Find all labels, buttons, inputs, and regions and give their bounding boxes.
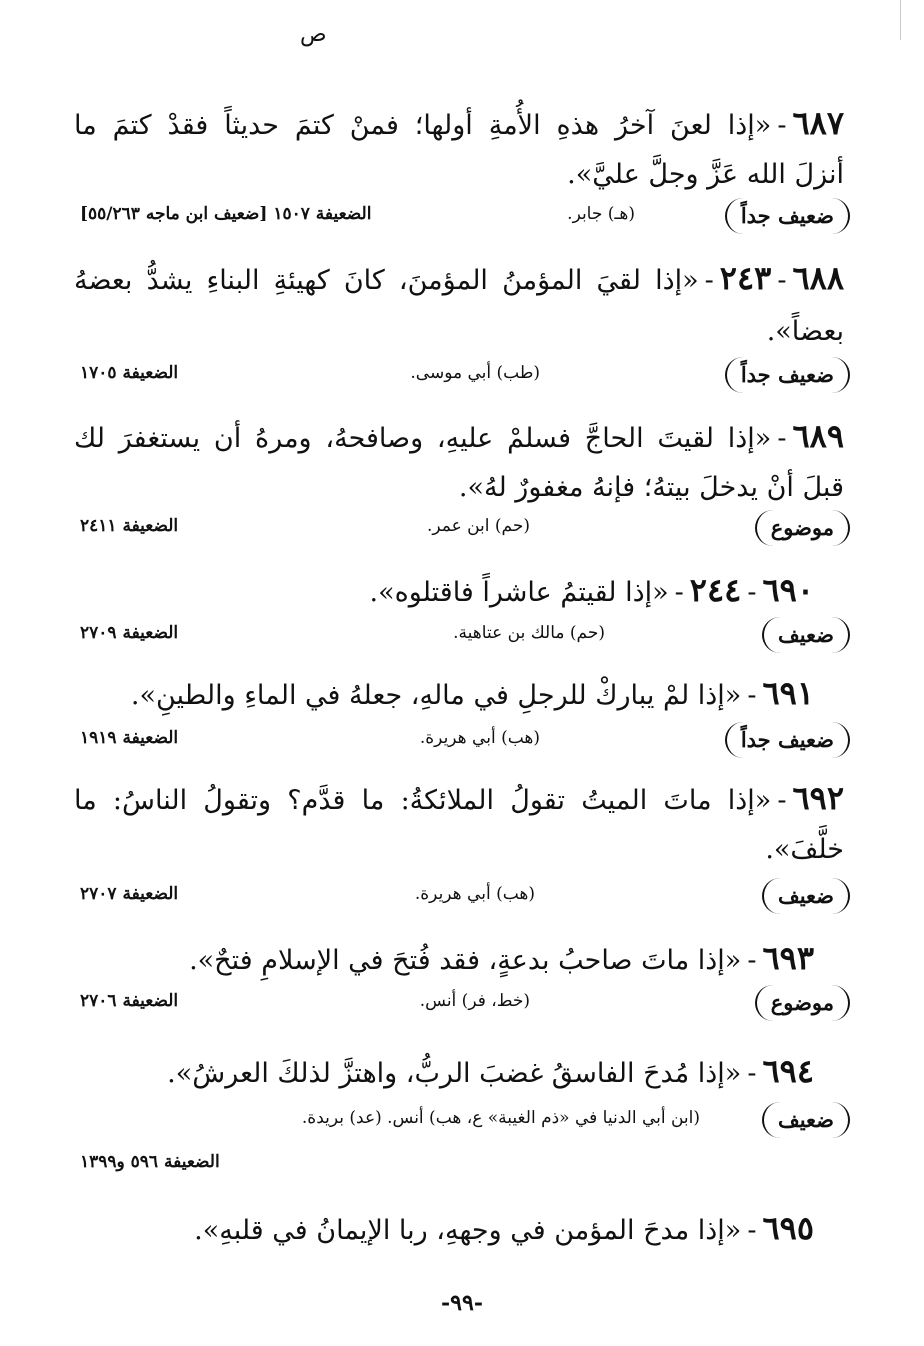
hadith-692-line2: خلَّفَ». — [765, 834, 844, 865]
source-text: (ابن أبي الدنيا في «ذم الغيبة» ع، هب) أنس. (عد) بريدة. — [301, 1108, 700, 1128]
hadith-text: «إذا ماتَ صاحبُ بدعةٍ، فقد فُتحَ في الإسلامِ فتحٌ». — [189, 945, 742, 976]
reference-text: الضعيفة ١٧٠٥ — [80, 363, 179, 383]
page-edge-line — [900, 0, 901, 40]
source-text: (هب) أبي هريرة. — [414, 884, 535, 904]
page-number: -٩٩- — [441, 1290, 483, 1316]
grade-badge: ضعيف جداً — [725, 722, 850, 758]
hadith-687-line2: أنزلَ الله عَزَّ وجلَّ عليَّ». — [567, 159, 844, 190]
grade-badge: ضعيف — [762, 878, 850, 914]
reference-text: الضعيفة ٢٧٠٦ — [80, 991, 179, 1011]
hadith-692-line1: ٦٩٢-«إذا ماتَ الميتُ تقولُ الملائكةُ: ما قدَّم؟ وتقولُ الناسُ: ما — [74, 779, 844, 817]
hadith-694-source-row — [80, 1102, 850, 1142]
hadith-number: ٦٩٤ — [762, 1052, 814, 1090]
hadith-689-line1: ٦٨٩-«إذا لقيتَ الحاجَّ فسلمْ عليهِ، وصافحهُ، ومرهُ أن يستغفرَ لك — [74, 417, 844, 455]
hadith-687-line1: ٦٨٧-«إذا لعنَ آخرُ هذهِ الأُمةِ أولها؛ فمنْ كتمَ حديثاً فقدْ كتمَ ما — [74, 104, 844, 142]
header-mark: ص — [300, 22, 327, 47]
reference-text: الضعيفة ١٥٠٧ [ضعيف ابن ماجه ٥٥/٢٦٣] — [80, 204, 372, 224]
hadith-number: ٦٨٩ — [792, 417, 844, 455]
hadith-text: «إذا مُدحَ الفاسقُ غضبَ الربُّ، واهتزَّ لذلكَ العرشُ». — [167, 1058, 742, 1089]
hadith-689-line2: قبلَ أنْ يدخلَ بيتهُ؛ فإنهُ مغفورٌ لهُ». — [458, 472, 844, 503]
grade-badge: ضعيف — [762, 1102, 850, 1138]
source-text: (هـ) جابر. — [567, 204, 635, 224]
hadith-693-line1: ٦٩٣-«إذا ماتَ صاحبُ بدعةٍ، فقد فُتحَ في الإسلامِ فتحٌ». — [189, 939, 814, 977]
hadith-text: «إذا لمْ يباركْ للرجلِ في مالهِ، جعلهُ في الماءِ والطينِ». — [130, 680, 742, 711]
grade-badge: موضوع — [755, 985, 850, 1021]
source-text: (هب) أبي هريرة. — [419, 728, 540, 748]
hadith-693-source-row — [80, 985, 850, 1025]
hadith-text: «إذا ماتَ الميتُ تقولُ الملائكةُ: ما قدَّم؟ وتقولُ الناسُ: ما — [74, 785, 772, 816]
hadith-688-line1: ٦٨٨-٢٤٣-«إذا لقيَ المؤمنُ المؤمنَ، كانَ كهيئةِ البناءِ يشدُّ بعضهُ — [74, 259, 844, 297]
hadith-number: ٦٩١ — [762, 674, 814, 712]
hadith-691-source-row — [80, 722, 850, 762]
source-text: (حم) ابن عمر. — [426, 516, 530, 536]
hadith-text: «إذا لقيتمُ عاشراً فاقتلوه». — [369, 577, 669, 608]
grade-badge: ضعيف جداً — [725, 198, 850, 234]
hadith-687-source-row — [80, 198, 850, 238]
hadith-text: «إذا لقيَ المؤمنُ المؤمنَ، كانَ كهيئةِ البناءِ يشدُّ بعضهُ — [74, 265, 699, 296]
hadith-text: «إذا مدحَ المؤمن في وجههِ، ربا الإيمانُ في قلبهِ». — [194, 1215, 742, 1246]
source-text: (خط، فر) أنس. — [419, 991, 530, 1011]
hadith-secondary-number: ٢٤٤ — [689, 571, 742, 609]
hadith-number: ٦٩٣ — [762, 939, 814, 977]
reference-text: الضعيفة ٢٤١١ — [80, 516, 179, 536]
hadith-secondary-number: ٢٤٣ — [719, 259, 772, 297]
grade-badge: ضعيف — [762, 617, 850, 653]
reference-text: الضعيفة ١٩١٩ — [80, 728, 179, 748]
hadith-689-source-row — [80, 510, 850, 550]
hadith-688-source-row — [80, 357, 850, 397]
hadith-number: ٦٩٢ — [792, 779, 844, 817]
hadith-text: «إذا لقيتَ الحاجَّ فسلمْ عليهِ، وصافحهُ، ومرهُ أن يستغفرَ لك — [74, 423, 772, 454]
grade-badge: ضعيف جداً — [725, 357, 850, 393]
hadith-692-source-row — [80, 878, 850, 918]
grade-badge: موضوع — [755, 510, 850, 546]
hadith-691-line1: ٦٩١-«إذا لمْ يباركْ للرجلِ في مالهِ، جعلهُ في الماءِ والطينِ». — [130, 674, 814, 712]
hadith-number: ٦٩٥ — [762, 1209, 814, 1247]
hadith-number: ٦٨٧ — [792, 104, 844, 142]
reference-text: الضعيفة ٢٧٠٧ — [80, 884, 179, 904]
hadith-688-line2: بعضاً». — [766, 316, 844, 347]
hadith-text: «إذا لعنَ آخرُ هذهِ الأُمةِ أولها؛ فمنْ كتمَ حديثاً فقدْ كتمَ ما — [74, 110, 772, 141]
source-text: (حم) مالك بن عتاهية. — [453, 623, 605, 643]
hadith-690-source-row — [80, 617, 850, 657]
hadith-694-line1: ٦٩٤-«إذا مُدحَ الفاسقُ غضبَ الربُّ، واهتزَّ لذلكَ العرشُ». — [167, 1052, 814, 1090]
source-text: (طب) أبي موسى. — [410, 363, 540, 383]
hadith-694-reference: الضعيفة ٥٩٦ و١٣٩٩ — [80, 1152, 220, 1172]
hadith-number: ٦٩٠ — [762, 571, 814, 609]
hadith-695-line1: ٦٩٥-«إذا مدحَ المؤمن في وجههِ، ربا الإيمانُ في قلبهِ». — [194, 1209, 814, 1247]
hadith-690-line1: ٦٩٠-٢٤٤-«إذا لقيتمُ عاشراً فاقتلوه». — [369, 571, 814, 609]
hadith-number: ٦٨٨ — [792, 259, 844, 297]
reference-text: الضعيفة ٢٧٠٩ — [80, 623, 179, 643]
